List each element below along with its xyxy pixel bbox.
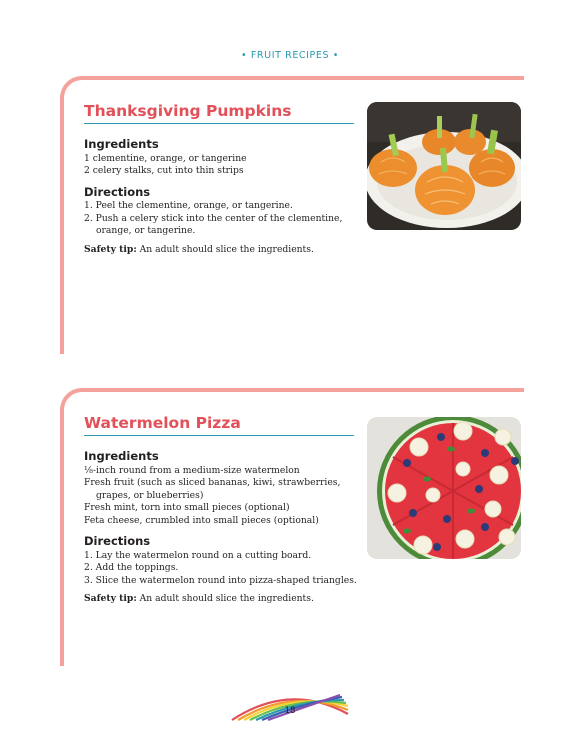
page-number: 18 (284, 706, 296, 716)
direction-step: 2. Push a celery stick into the center of the clementine, (84, 212, 343, 224)
safety-tip-text: An adult should slice the ingredients. (136, 593, 314, 604)
ingredient-item: 2 celery stalks, cut into thin strips (84, 165, 244, 176)
safety-tip (84, 593, 356, 606)
watermelon-pizza-photo (367, 417, 521, 559)
direction-step: 1. Peel the clementine, orange, or tangerine. (84, 200, 293, 211)
ingredient-item: Fresh mint, torn into small pieces (optional) (84, 502, 290, 513)
recipe-title: Thanksgiving Pumpkins (84, 102, 354, 124)
recipe-content (84, 442, 356, 606)
safety-tip-text: An adult should slice the ingredients. (136, 243, 314, 255)
safety-tip-label: Safety tip: (84, 243, 137, 255)
safety-tip (84, 244, 356, 257)
direction-step: 1. Lay the watermelon round on a cutting board. (84, 549, 312, 561)
direction-step: 3. Slice the watermelon round into pizza-shaped triangles. (84, 574, 357, 586)
ingredients-heading: Ingredients (84, 137, 159, 151)
section-header: • FRUIT RECIPES • (241, 50, 339, 61)
ingredient-item: Feta cheese, crumbled into small pieces (optional) (84, 514, 319, 526)
ingredient-item: 1 clementine, orange, or tangerine (84, 152, 247, 164)
directions-heading: Directions (84, 534, 151, 548)
recipe-card-thanksgiving-pumpkins (60, 76, 524, 354)
recipe-card-watermelon-pizza (60, 388, 524, 666)
ingredient-item: Fresh fruit (such as sliced bananas, kiwi, strawberries, (84, 477, 341, 488)
safety-tip-label: Safety tip: (84, 593, 137, 604)
ingredients-heading: Ingredients (84, 449, 159, 463)
recipe-title: Watermelon Pizza (84, 414, 354, 436)
ingredient-item: ⅛-inch round from a medium-size watermelon (84, 464, 300, 476)
direction-step: 2. Add the toppings. (84, 562, 179, 573)
direction-step-continued: orange, or tangerine. (96, 225, 196, 236)
rainbow-arc-decoration (230, 686, 350, 722)
ingredient-item-continued: grapes, or blueberries) (96, 489, 204, 501)
recipe-content (84, 130, 356, 256)
pumpkins-photo (367, 102, 521, 230)
directions-heading: Directions (84, 184, 151, 199)
